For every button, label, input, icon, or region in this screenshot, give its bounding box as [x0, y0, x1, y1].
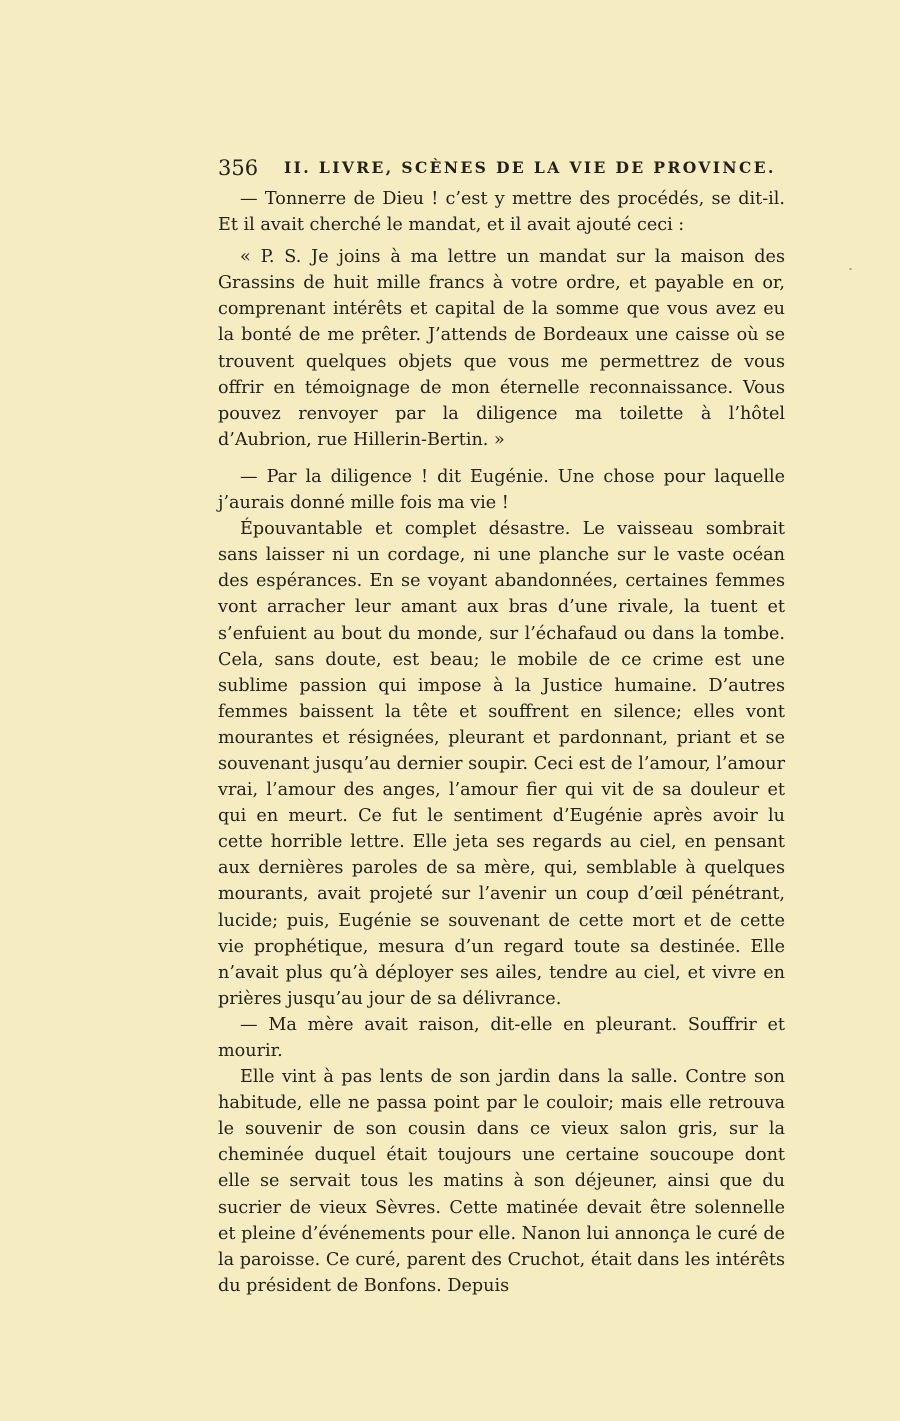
- running-title: II. LIVRE, SCÈNES DE LA VIE DE PROVINCE.: [284, 158, 776, 177]
- running-head: [218, 150, 785, 186]
- paragraph-dialogue-diligence: — Par la diligence ! dit Eugénie. Une chose pour laquelle j’aurais donné mille fois ma vie !: [218, 466, 785, 514]
- paragraph-narration-desastre: Épouvantable et complet désastre. Le vaisseau sombrait sans laisser ni un cordage, ni une planche sur le vaste océan des espérances. En se voyant abandonnées, certaines femmes vont arracher leur amant aux bras d’une rivale, la tuent et s’enfuient au bout du monde, sur l’échafaud ou dans la tombe. Cela, sans doute, est beau; le mobile de ce crime est une sublime passion qui impose à la Justice humaine. D’autres femmes baissent la tête et souffrent en silence; elles vont mourantes et résignées, pleurant et pardonnant, priant et se souvenant jusqu’au dernier soupir. Ceci est de l’amour, l’amour vrai, l’amour des anges, l’amour fier qui vit de sa douleur et qui en meurt. Ce fut le sentiment d’Eugénie après avoir lu cette horrible lettre. Elle jeta ses regards au ciel, en pensant aux dernières paroles de sa mère, qui, semblable à quelques mourants, avait projeté sur l’avenir un coup d’œil pénétrant, lucide; puis, Eugénie se souvenant de cette mort et de cette vie prophétique, mesura d’un regard toute sa destinée. Elle n’avait plus qu’à déployer ses ailes, tendre au ciel, et vivre en prières jusqu’au jour de sa délivrance.: [218, 519, 785, 1009]
- page-number: 356: [218, 156, 259, 180]
- paragraph-letter-postscript: « P. S. Je joins à ma lettre un mandat sur la maison des Grassins de huit mille francs à votre ordre, et payable en or, comprenant intérêts et capital de la somme que vous avez eu la bonté de me prêter. J’attends de Bordeaux une caisse où se trouvent quelques objets que vous me permettrez de vous offrir en témoignage de mon éternelle reconnaissance. Vous pouvez renvoyer par la diligence ma toilette à l’hôtel d’Aubrion, rue Hillerin-Bertin. »: [218, 247, 785, 450]
- paragraph-dialogue-tonnerre: — Tonnerre de Dieu ! c’est y mettre des procédés, se dit-il. Et il avait cherché le mandat, et il avait ajouté ceci :: [218, 189, 785, 236]
- paragraph-narration-salle: Elle vint à pas lents de son jardin dans la salle. Contre son habitude, elle ne passa point par le couloir; mais elle retrouva le souvenir de son cousin dans ce vieux salon gris, sur la cheminée duquel était toujours une certaine soucoupe dont elle se servait tous les matins à son déjeuner, ainsi que du sucrier de vieux Sèvres. Cette matinée devait être solennelle et pleine d’événements pour elle. Nanon lui annonça le curé de la paroisse. Ce curé, parent des Cruchot, était dans les intérêts du président de Bonfons. Depuis: [218, 1067, 785, 1296]
- text-block: [218, 150, 785, 1299]
- paper-speck: [849, 268, 852, 270]
- paragraph-dialogue-ma-mere: — Ma mère avait raison, dit-elle en pleurant. Souffrir et mourir.: [218, 1014, 785, 1061]
